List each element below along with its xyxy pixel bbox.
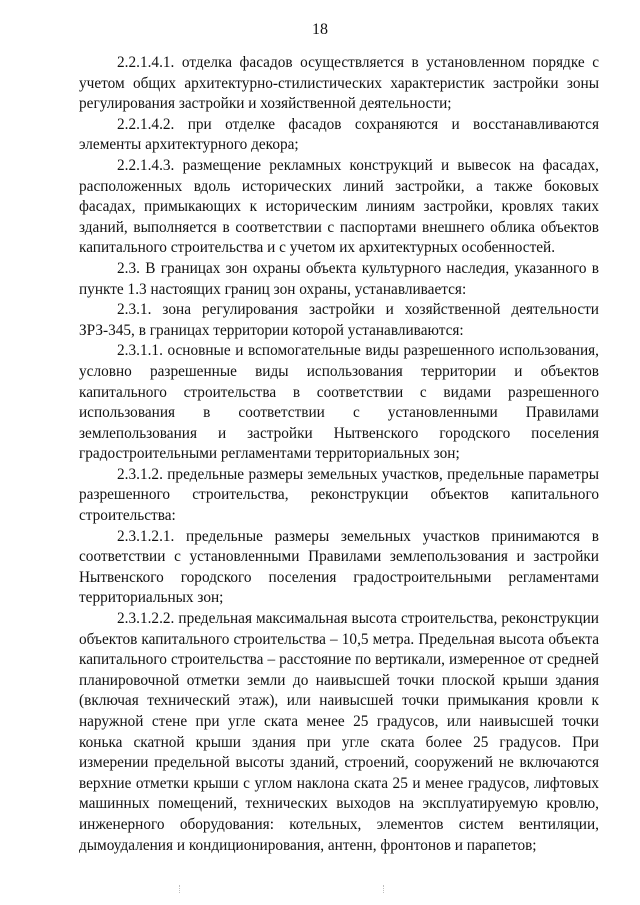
paragraph-2-3-1-2-1: 2.3.1.2.1. предельные размеры земельных участков принимаются в соответствии с установленными Правилами землепользования и застройки Нытвенского городского поселения градостроительными регламентами территориальных зон; — [79, 527, 599, 607]
paragraph-2-3: 2.3. В границах зон охраны объекта культурного наследия, указанного в пункте 1.3 настоящих границ зон охраны, устанавливается: — [79, 259, 599, 298]
scan-mark — [179, 885, 181, 893]
paragraph-2-3-1-1: 2.3.1.1. основные и вспомогательные виды разрешенного использования, условно разрешенные виды использования территории и объектов капитального строительства в соответствии с видами разрешенного использования в соответствии с установленными Правилами землепользования и застройки Нытвенского городского поселения градостроительными регламентами территориальных зон; — [79, 342, 599, 463]
paragraph-2-3-1: 2.3.1. зона регулирования застройки и хозяйственной деятельности ЗРЗ-345, в границах территории которой устанавливаются: — [79, 301, 599, 339]
paragraph-2-2-1-4-1: 2.2.1.4.1. отделка фасадов осуществляется в установленном порядке с учетом общих архитектурно-стилистических характеристик застройки зоны регулирования застройки и хозяйственной деятельности; — [79, 54, 599, 113]
paragraph-2-2-1-4-2: 2.2.1.4.2. при отделке фасадов сохраняются и восстанавливаются элементы архитектурного декора; — [79, 115, 599, 154]
page-number: 18 — [312, 21, 328, 38]
document-body — [79, 53, 599, 856]
paragraph-2-3-1-2: 2.3.1.2. предельные размеры земельных участков, предельные параметры разрешенного строительства, реконструкции объектов капитального строительства: — [79, 465, 599, 525]
paragraph-2-3-1-2-2: 2.3.1.2.2. предельная максимальная высота строительства, реконструкции объектов капитального строительства – 10,5 метра. Предельная высота объекта капитального строительства – расстояние по вертикали, измеренное от средней планировочной отметки земли до наивысшей точки плоской крыши здания (включая технический этаж), или наивысшей точки примыкания кровли к наружной стене при угле ската менее 25 градусов, или наивысшей точки конька скатной крыши здания при угле ската более 25 градусов. При измерении предельной высоты зданий, строений, сооружений не включаются верхние отметки крыши с углом наклона ската 25 и менее градусов, лифтовых машинных помещений, технических выходов на эксплуатируемую кровлю, инженерного оборудования: котельных, элементов систем вентиляции, дымоудаления и кондиционирования, антенн, фронтонов и парапетов; — [79, 610, 599, 854]
scan-mark — [383, 885, 385, 893]
paragraph-2-2-1-4-3: 2.2.1.4.3. размещение рекламных конструкций и вывесок на фасадах, расположенных вдоль исторических линий застройки, а также боковых фасадах, примыкающих к историческим линиям застройки, кровлях таких зданий, выполняется в соответствии с паспортами внешнего облика объектов капитального строительства и с учетом их архитектурных особенностей. — [79, 156, 599, 257]
